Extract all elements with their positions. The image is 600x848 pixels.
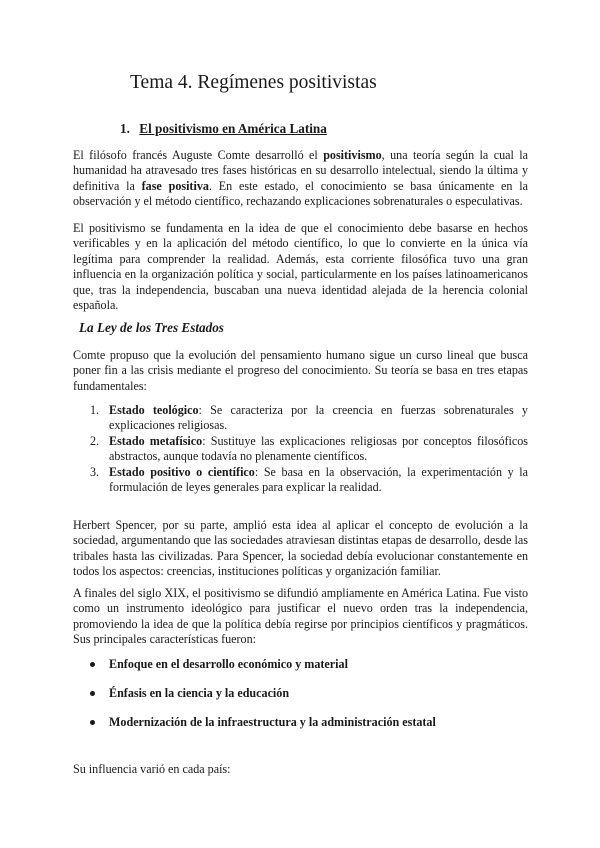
bullet-icon xyxy=(90,662,95,667)
bold-term: fase positiva xyxy=(141,178,209,193)
list-item xyxy=(73,434,528,465)
list-item xyxy=(73,686,528,701)
paragraph-intro xyxy=(73,148,528,210)
section-heading-1 xyxy=(120,121,327,137)
paragraph-spencer: Herbert Spencer, por su parte, amplió esta idea al aplicar el concepto de evolución a la sociedad, argumentando que las sociedades atraviesan distintas etapas de desarrollo, desde las tribales hasta las civilizadas. Para Spencer, la sociedad debía evolucionar constantemente en todos los aspectos: creencias, instituciones políticas y organización familiar. xyxy=(73,518,528,579)
page-title: Tema 4. Regímenes positivistas xyxy=(130,72,377,93)
paragraph-influence: Su influencia varió en cada país: xyxy=(73,762,231,776)
paragraph-foundation: El positivismo se fundamenta en la idea de que el conocimiento debe basarse en hechos verificables y en la aplicación del método científico, lo que lo convierte en la única vía legítima para comprender la realidad. Además, esta corriente filosófica tuvo una gran influencia en la organización política y social, particularmente en los países latinoamericanos que, tras la independencia, buscaban una nueva identidad alejada de la herencia colonial española. xyxy=(73,221,528,313)
text-run: El filósofo francés Auguste Comte desarrolló el xyxy=(73,148,324,162)
list-item xyxy=(73,715,528,730)
bullet-icon xyxy=(90,691,95,696)
bold-term: positivismo xyxy=(323,148,382,162)
text-run: . En este estado, el conocimiento se basa únicamente en la observación y el método científico, rechazando explicaciones sobrenaturales o especulativas. xyxy=(73,178,528,209)
stage-description: : Se caracteriza por la creencia en fuerzas sobrenaturales y explicaciones religiosas. xyxy=(109,403,528,433)
features-list xyxy=(73,657,528,730)
list-item xyxy=(73,657,528,672)
list-number: 1. xyxy=(90,403,100,417)
stages-list xyxy=(73,403,528,495)
paragraph-latin-america: A finales del siglo XIX, el positivismo se difundió ampliamente en América Latina. Fue visto como un instrumento ideológico para justificar el nuevo orden tras la independencia, promoviendo la idea de que la política debía regirse por principios científicos y pragmáticos. Sus principales características fueron: xyxy=(73,586,528,647)
list-item xyxy=(73,465,528,496)
stage-description: : Sustituye las explicaciones religiosas por conceptos filosóficos abstractos, aunque todavía no plenamente científicos. xyxy=(109,433,529,464)
bullet-icon xyxy=(90,720,95,725)
stage-description: : Se basa en la observación, la experimentación y la formulación de leyes generales para explicar la realidad. xyxy=(109,464,528,495)
text-run: , una teoría según la cual la humanidad ha atravesado tres fases históricas en su desarrollo intelectual, siendo la última y definitiva la xyxy=(73,148,528,193)
section-heading-2: La Ley de los Tres Estados xyxy=(79,320,224,335)
paragraph-comte: Comte propuso que la evolución del pensamiento humano sigue un curso lineal que busca poner fin a las crisis mediante el progreso del conocimiento. Su teoría se basa en tres etapas fundamentales: xyxy=(73,348,528,393)
feature-text: Énfasis en la ciencia y la educación xyxy=(109,686,290,700)
feature-text: Modernización de la infraestructura y la administración estatal xyxy=(109,715,436,729)
section-number: 1. xyxy=(120,121,130,136)
stage-term: Estado metafísico xyxy=(109,433,203,448)
section-heading-text: El positivismo en América Latina xyxy=(139,121,327,136)
feature-text: Enfoque en el desarrollo económico y material xyxy=(109,657,348,671)
stage-term: Estado teológico xyxy=(109,403,199,417)
stage-term: Estado positivo o científico xyxy=(109,464,255,479)
list-number: 2. xyxy=(90,433,100,448)
list-number: 3. xyxy=(90,464,100,479)
list-item xyxy=(73,403,528,434)
